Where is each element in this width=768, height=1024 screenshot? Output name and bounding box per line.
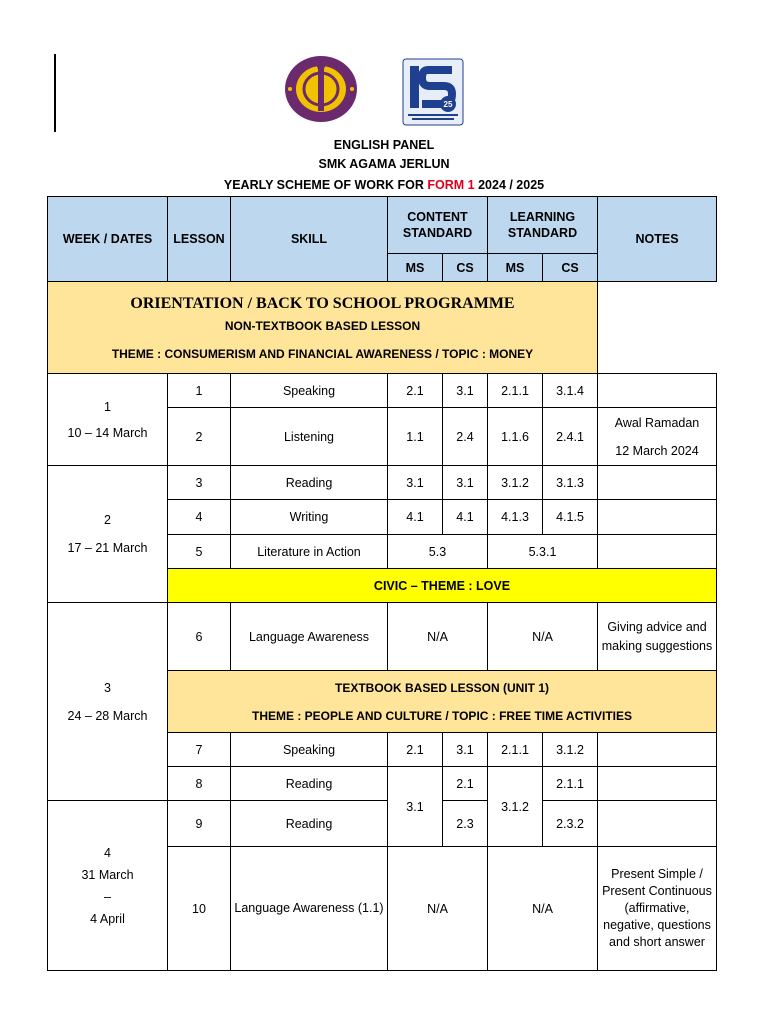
week-3-number: 3 <box>104 680 111 695</box>
learning-standard-merged: 5.3.1 <box>488 535 598 569</box>
header-lesson: LESSON <box>168 197 231 282</box>
lesson-notes <box>598 500 717 535</box>
learning-cs: 4.1.5 <box>543 500 598 535</box>
content-cs: 3.1 <box>443 374 488 408</box>
content-standard-merged: 5.3 <box>388 535 488 569</box>
header-learning-standard: LEARNING STANDARD <box>488 197 598 254</box>
lesson-notes <box>598 535 717 569</box>
lesson-number: 2 <box>168 408 231 466</box>
lesson-number: 3 <box>168 466 231 500</box>
scheme-table <box>47 196 717 971</box>
lesson-skill: Reading <box>231 466 388 500</box>
content-ms: 2.1 <box>388 733 443 767</box>
week-1-cell <box>48 374 168 466</box>
note-date: 12 March 2024 <box>615 443 699 458</box>
week-3-dates: 24 – 28 March <box>67 708 148 723</box>
learning-cs: 2.3.2 <box>543 801 598 847</box>
lesson-skill: Language Awareness <box>231 603 388 671</box>
header-ls-cs: CS <box>543 254 598 282</box>
lesson-skill: Writing <box>231 500 388 535</box>
learning-ms: 3.1.2 <box>488 767 543 847</box>
note-awal-ramadan: Awal Ramadan <box>614 415 700 430</box>
learning-cs: 3.1.3 <box>543 466 598 500</box>
learning-ms: 2.1.1 <box>488 733 543 767</box>
lesson-skill: Reading <box>231 767 388 801</box>
week-4-cell <box>48 801 168 971</box>
lesson-number: 7 <box>168 733 231 767</box>
content-cs: 2.4 <box>443 408 488 466</box>
week-1-number: 1 <box>104 399 111 414</box>
header-notes: NOTES <box>598 197 717 282</box>
learning-ms: 4.1.3 <box>488 500 543 535</box>
lesson-notes <box>598 466 717 500</box>
learning-cs: 3.1.2 <box>543 733 598 767</box>
content-standard-merged: N/A <box>388 603 488 671</box>
header-skill: SKILL <box>231 197 388 282</box>
lesson-number: 6 <box>168 603 231 671</box>
margin-line <box>54 54 56 132</box>
learning-standard-merged: N/A <box>488 847 598 971</box>
lesson-skill: Speaking <box>231 374 388 408</box>
lesson-number: 5 <box>168 535 231 569</box>
lesson-skill: Listening <box>231 408 388 466</box>
orientation-theme: THEME : CONSUMERISM AND FINANCIAL AWARENESS / TOPIC : MONEY <box>111 346 534 361</box>
lesson-number: 4 <box>168 500 231 535</box>
content-ms: 3.1 <box>388 767 443 847</box>
week-2-cell <box>48 466 168 603</box>
week-4-date-end: 4 April <box>90 911 125 926</box>
lesson-notes <box>598 767 717 801</box>
week-3-cell <box>48 603 168 801</box>
lesson-notes <box>598 801 717 847</box>
content-ms: 3.1 <box>388 466 443 500</box>
content-cs: 2.1 <box>443 767 488 801</box>
logo-badge-number: 25 <box>443 100 453 109</box>
lesson-notes: Giving advice and making suggestions <box>598 603 717 671</box>
learning-ms: 2.1.1 <box>488 374 543 408</box>
lesson-skill: Speaking <box>231 733 388 767</box>
header-cs-cs: CS <box>443 254 488 282</box>
school-crest-logo <box>284 55 358 123</box>
lesson-notes <box>598 374 717 408</box>
header-cs-ms: MS <box>388 254 443 282</box>
content-cs: 3.1 <box>443 733 488 767</box>
content-cs: 2.3 <box>443 801 488 847</box>
week-4-number: 4 <box>104 845 111 860</box>
lesson-number: 8 <box>168 767 231 801</box>
orientation-banner <box>48 282 598 374</box>
lesson-skill: Reading <box>231 801 388 847</box>
lesson-notes <box>598 408 717 466</box>
unit1-theme: THEME : PEOPLE AND CULTURE / TOPIC : FREE TIME ACTIVITIES <box>251 708 632 723</box>
week-4-dash: – <box>104 889 111 904</box>
learning-cs: 2.1.1 <box>543 767 598 801</box>
header-week-dates: WEEK / DATES <box>48 197 168 282</box>
orientation-title: ORIENTATION / BACK TO SCHOOL PROGRAMME <box>130 294 515 312</box>
form-label: FORM 1 <box>427 178 475 192</box>
content-ms: 1.1 <box>388 408 443 466</box>
learning-cs: 3.1.4 <box>543 374 598 408</box>
lesson-notes <box>598 733 717 767</box>
orientation-subtitle: NON-TEXTBOOK BASED LESSON <box>224 318 421 333</box>
learning-standard-merged: N/A <box>488 603 598 671</box>
learning-cs: 2.4.1 <box>543 408 598 466</box>
content-standard-merged: N/A <box>388 847 488 971</box>
is25-logo <box>402 58 464 126</box>
learning-ms: 1.1.6 <box>488 408 543 466</box>
unit1-title: TEXTBOOK BASED LESSON (UNIT 1) <box>334 680 549 695</box>
lesson-number: 9 <box>168 801 231 847</box>
scheme-title-prefix: YEARLY SCHEME OF WORK FOR <box>223 178 428 192</box>
school-name: SMK AGAMA JERLUN <box>318 157 450 171</box>
content-cs: 3.1 <box>443 466 488 500</box>
learning-ms: 3.1.2 <box>488 466 543 500</box>
panel-title: ENGLISH PANEL <box>333 138 435 152</box>
unit1-banner <box>168 671 717 733</box>
lesson-notes: Present Simple / Present Continuous (affirmative, negative, questions and short answer <box>598 847 717 971</box>
lesson-number: 10 <box>168 847 231 971</box>
lesson-skill: Language Awareness (1.1) <box>231 847 388 971</box>
week-4-date-start: 31 March <box>81 867 134 882</box>
lesson-number: 1 <box>168 374 231 408</box>
content-ms: 4.1 <box>388 500 443 535</box>
header-ls-ms: MS <box>488 254 543 282</box>
content-cs: 4.1 <box>443 500 488 535</box>
week-2-number: 2 <box>104 513 111 527</box>
lesson-skill: Literature in Action <box>231 535 388 569</box>
scheme-year: 2024 / 2025 <box>474 178 545 192</box>
civic-theme-banner: CIVIC – THEME : LOVE <box>168 569 717 603</box>
scheme-title <box>0 177 768 193</box>
header-content-standard: CONTENT STANDARD <box>388 197 488 254</box>
week-2-dates: 17 – 21 March <box>67 541 148 555</box>
week-1-dates: 10 – 14 March <box>67 425 148 440</box>
content-ms: 2.1 <box>388 374 443 408</box>
